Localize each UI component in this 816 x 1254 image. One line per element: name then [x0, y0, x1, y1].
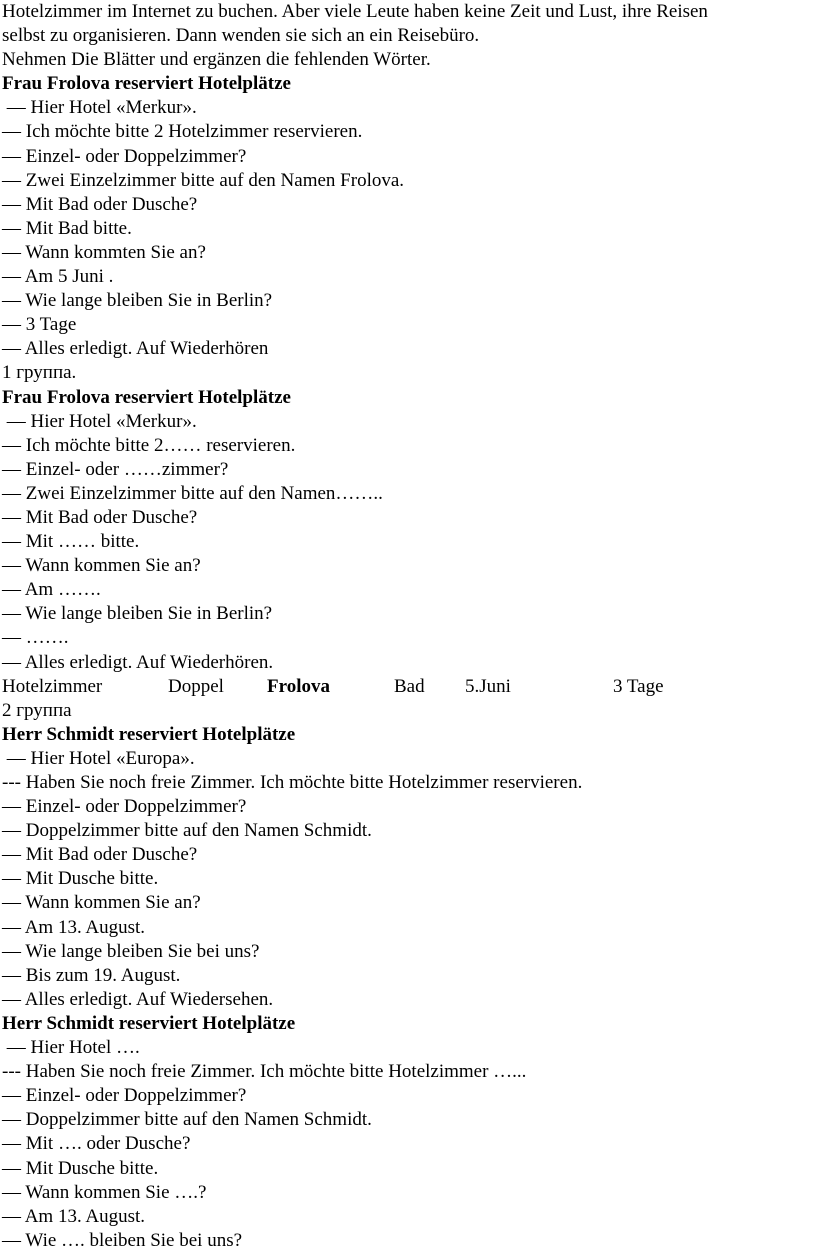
- dialog-line: — Mit Bad oder Dusche?: [2, 844, 198, 866]
- exercise-line: — Einzel- oder ……zimmer?: [2, 458, 229, 480]
- word-bank: [2, 675, 812, 699]
- exercise-line: — Wann kommen Sie ….?: [2, 1181, 207, 1203]
- exercise-line: — Zwei Einzelzimmer bitte auf den Namen……..: [2, 482, 383, 504]
- exercise-line: — Doppelzimmer bitte auf den Namen Schmidt.: [2, 1109, 372, 1131]
- exercise-line: — Ich möchte bitte 2…… reservieren.: [2, 434, 296, 456]
- group-label: 1 группа.: [2, 362, 77, 384]
- word-bank-item: Frolova: [267, 675, 330, 697]
- word-bank-item: 5.Juni: [465, 675, 511, 697]
- dialog-line: — Hier Hotel «Europa».: [2, 747, 195, 769]
- exercise-line: — Wie lange bleiben Sie in Berlin?: [2, 603, 273, 625]
- dialog-line: — Mit Dusche bitte.: [2, 868, 159, 890]
- dialog-line: — Wie lange bleiben Sie in Berlin?: [2, 290, 273, 312]
- dialog-line: — Wann kommten Sie an?: [2, 241, 206, 263]
- document-page: [2, 0, 812, 1253]
- exercise-line: --- Haben Sie noch freie Zimmer. Ich möchte bitte Hotelzimmer …...: [2, 1061, 527, 1083]
- dialog-line: — Mit Bad oder Dusche?: [2, 193, 198, 215]
- dialog-line: --- Haben Sie noch freie Zimmer. Ich möchte bitte Hotelzimmer reservieren.: [2, 772, 583, 793]
- dialog-line: — Am 5 Juni .: [2, 266, 114, 288]
- dialog-line: — Zwei Einzelzimmer bitte auf den Namen Frolova.: [2, 169, 405, 191]
- dialog-line: — Alles erledigt. Auf Wiederhören: [2, 338, 269, 360]
- dialog-line: — 3 Tage: [2, 314, 77, 336]
- exercise-line: — Wann kommen Sie an?: [2, 555, 201, 577]
- exercise-line: — Alles erledigt. Auf Wiederhören.: [2, 651, 274, 673]
- dialog-line: — Bis zum 19. August.: [2, 964, 181, 986]
- exercise-line: — Wie …. bleiben Sie bei uns?: [2, 1229, 243, 1251]
- dialog-line: — Einzel- oder Doppelzimmer?: [2, 145, 247, 167]
- dialog-line: — Alles erledigt. Auf Wiedersehen.: [2, 988, 274, 1010]
- instruction-line: Nehmen Die Blätter und ergänzen die fehlenden Wörter.: [2, 49, 431, 71]
- exercise-line: — Hier Hotel «Merkur».: [2, 410, 197, 432]
- dialog-title: Herr Schmidt reserviert Hotelplätze: [2, 723, 296, 745]
- word-bank-item: Bad: [394, 675, 425, 697]
- exercise-line: — Am …….: [2, 579, 101, 601]
- exercise-line: — Hier Hotel ….: [2, 1037, 140, 1059]
- word-bank-item: Hotelzimmer: [2, 675, 103, 697]
- word-bank-item: 3 Tage: [613, 675, 664, 697]
- exercise-line: — Mit Bad oder Dusche?: [2, 506, 198, 528]
- dialog-line: — Hier Hotel «Merkur».: [2, 97, 197, 119]
- intro-line: Hotelzimmer im Internet zu buchen. Aber viele Leute haben keine Zeit und Lust, ihre Reisen: [2, 1, 708, 22]
- dialog-line: — Wann kommen Sie an?: [2, 892, 201, 914]
- exercise-line: — Mit Dusche bitte.: [2, 1157, 159, 1179]
- dialog-title: Herr Schmidt reserviert Hotelplätze: [2, 1012, 296, 1034]
- dialog-line: — Wie lange bleiben Sie bei uns?: [2, 940, 260, 962]
- exercise-line: — Einzel- oder Doppelzimmer?: [2, 1085, 247, 1107]
- word-bank-item: Doppel: [168, 675, 224, 697]
- dialog-line: — Doppelzimmer bitte auf den Namen Schmidt.: [2, 820, 372, 842]
- dialog-title: Frau Frolova reserviert Hotelplätze: [2, 73, 291, 95]
- dialog-line: — Mit Bad bitte.: [2, 217, 132, 239]
- dialog-title: Frau Frolova reserviert Hotelplätze: [2, 386, 291, 408]
- intro-line: selbst zu organisieren. Dann wenden sie sich an ein Reisebüro.: [2, 25, 480, 47]
- exercise-line: — …….: [2, 627, 69, 649]
- exercise-line: — Am 13. August.: [2, 1205, 146, 1227]
- group-label: 2 группа: [2, 699, 72, 721]
- exercise-line: — Mit …… bitte.: [2, 531, 140, 553]
- dialog-line: — Einzel- oder Doppelzimmer?: [2, 796, 247, 818]
- exercise-line: — Mit …. oder Dusche?: [2, 1133, 191, 1155]
- dialog-line: — Am 13. August.: [2, 916, 146, 938]
- dialog-line: — Ich möchte bitte 2 Hotelzimmer reservieren.: [2, 121, 363, 143]
